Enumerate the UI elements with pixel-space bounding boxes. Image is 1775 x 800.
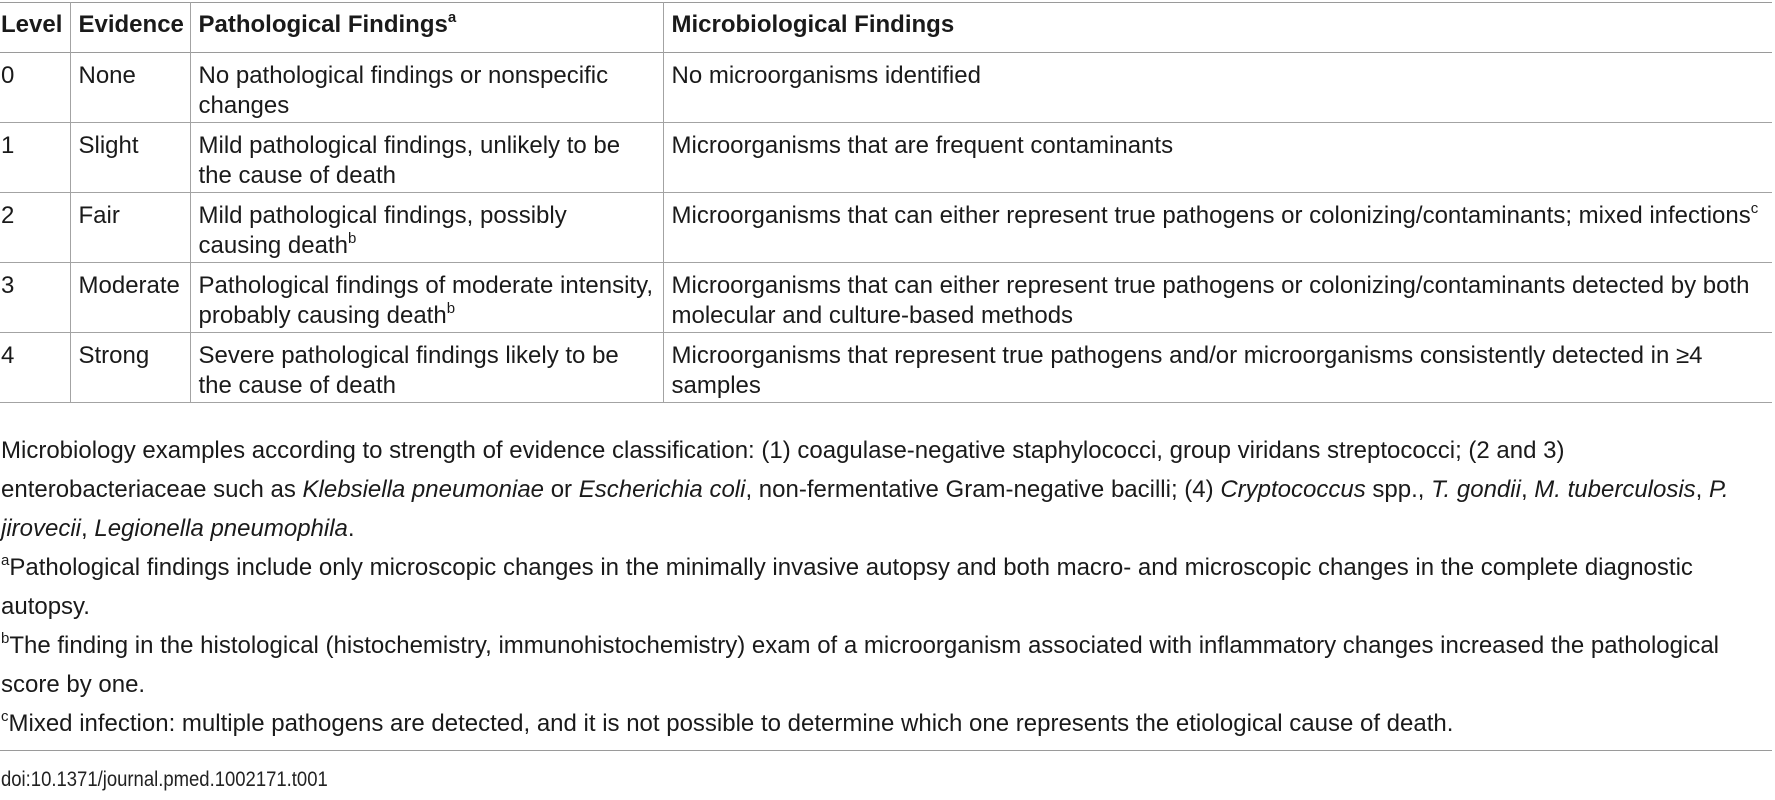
cell-pathological: Mild pathological findings, unlikely to be the cause of death bbox=[190, 123, 663, 193]
footnote-marker: b bbox=[446, 300, 456, 317]
species-name: P. jirovecii bbox=[1, 476, 1729, 542]
cell-level: 3 bbox=[1, 272, 15, 299]
cell-microbiological: Microorganisms that represent true pathogens and/or microorganisms consistently detected in ≥4 samples bbox=[663, 333, 1772, 403]
table-body bbox=[0, 53, 1772, 403]
divider bbox=[0, 750, 1772, 751]
species-name: Klebsiella pneumoniae bbox=[302, 476, 545, 503]
examples-note: Microbiology examples according to strength of evidence classification: (1) coagulase-negative staphylococci, group viridans streptococci; (2 and 3) enterobacteriaceae such as Klebsiella pneumoniae or Escherichia coli, non-fermentative Gram-negative bacilli; (4) Cryptococcus spp., T. gondii, M. tuberculosis, P. jirovecii, Legionella pneumophila. bbox=[1, 437, 1729, 542]
cell-level: 0 bbox=[1, 62, 15, 89]
footnote-marker: c bbox=[1, 708, 9, 725]
doi-label: doi:10.1371/journal.pmed.1002171.t001 bbox=[1, 768, 328, 791]
species-name: M. tuberculosis bbox=[1534, 476, 1696, 503]
species-name: Escherichia coli bbox=[578, 476, 746, 503]
footnote-c: $^c$Mixed infection: multiple pathogens are detected, and it is not possible to determine which one represents the etiological cause of death. bbox=[1, 708, 1454, 737]
cell-pathological: Severe pathological findings likely to be the cause of death bbox=[190, 333, 663, 403]
table-header bbox=[0, 3, 1772, 53]
cell-microbiological: Microorganisms that can either represent true pathogens or colonizing/contaminants; mixed infections$^c$ bbox=[663, 193, 1772, 263]
header-row bbox=[0, 3, 1772, 53]
header-pathological-findings: Pathological Findings$^a$ bbox=[190, 3, 663, 53]
footnote-marker: b bbox=[1, 630, 10, 647]
table-row bbox=[0, 333, 1772, 403]
cell-pathological: Mild pathological findings, possibly causing death$^b$ bbox=[190, 193, 663, 263]
cell-level: 1 bbox=[1, 132, 15, 159]
cell-pathological: Pathological findings of moderate intensity, probably causing death$^b$ bbox=[190, 263, 663, 333]
cell-evidence: Strong bbox=[70, 333, 190, 403]
footnote-marker: a bbox=[447, 9, 457, 26]
table-row bbox=[0, 123, 1772, 193]
footnote-marker: b bbox=[347, 230, 357, 247]
cell-microbiological: Microorganisms that can either represent true pathogens or colonizing/contaminants detected by both molecular and culture-based methods bbox=[663, 263, 1772, 333]
cell-evidence: None bbox=[70, 53, 190, 123]
cell-microbiological: No microorganisms identified bbox=[663, 53, 1772, 123]
header-evidence: Evidence bbox=[70, 3, 190, 53]
header-microbiological-findings: Microbiological Findings bbox=[663, 3, 1772, 53]
cell-level: 4 bbox=[1, 342, 15, 369]
footnote-marker: a bbox=[1, 552, 10, 569]
header-level: Level bbox=[1, 11, 63, 38]
evidence-table bbox=[0, 2, 1772, 403]
species-name: T. gondii bbox=[1431, 476, 1521, 503]
footnote-b: $^b$The finding in the histological (histochemistry, immunohistochemistry) exam of a microorganism associated with inflammatory changes increased the pathological score by one. bbox=[1, 630, 1720, 698]
cell-microbiological: Microorganisms that are frequent contaminants bbox=[663, 123, 1772, 193]
table-row bbox=[0, 263, 1772, 333]
species-name: Legionella pneumophila bbox=[94, 515, 348, 542]
table-row bbox=[0, 53, 1772, 123]
cell-pathological: No pathological findings or nonspecific changes bbox=[190, 53, 663, 123]
cell-evidence: Fair bbox=[70, 193, 190, 263]
table-notes bbox=[1, 431, 1771, 743]
table-row bbox=[0, 193, 1772, 263]
species-name: Cryptococcus bbox=[1220, 476, 1366, 503]
footnote-a: $^a$Pathological findings include only microscopic changes in the minimally invasive autopsy and both macro- and microscopic changes in the complete diagnostic autopsy. bbox=[1, 552, 1693, 620]
cell-level: 2 bbox=[1, 202, 15, 229]
footnote-marker: c bbox=[1750, 200, 1759, 217]
cell-evidence: Slight bbox=[70, 123, 190, 193]
cell-evidence: Moderate bbox=[70, 263, 190, 333]
